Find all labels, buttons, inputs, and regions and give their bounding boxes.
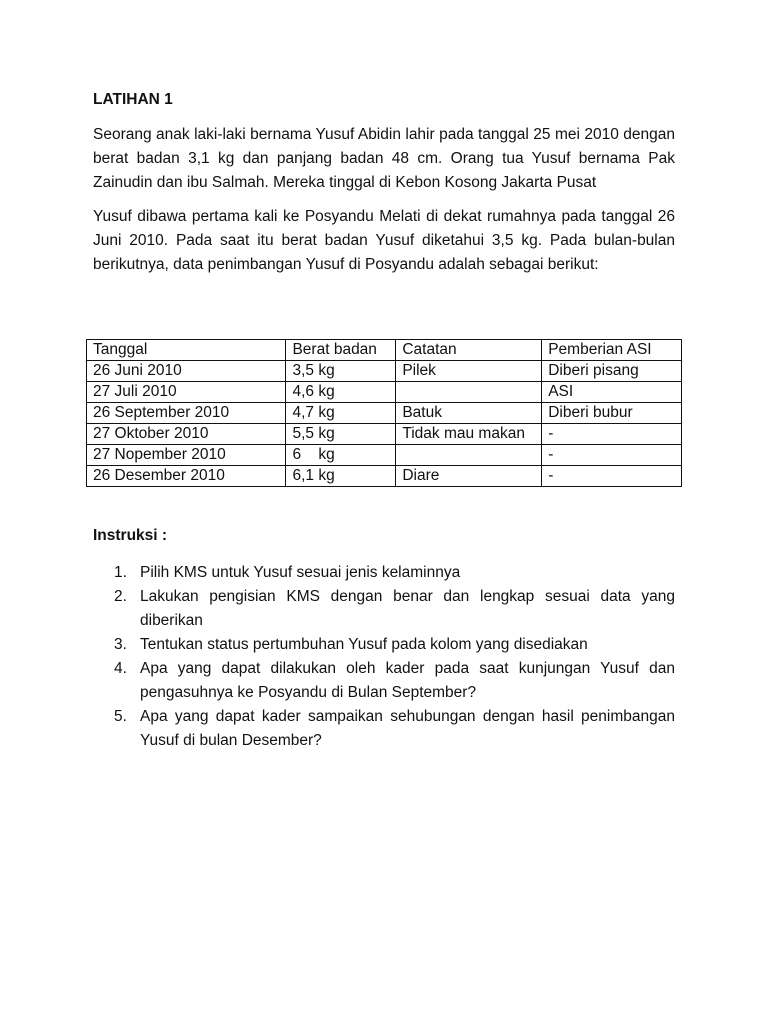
table-row xyxy=(87,403,682,424)
cell-pemberian-asi: ASI xyxy=(542,382,682,403)
cell-tanggal: 26 September 2010 xyxy=(87,403,286,424)
table-row xyxy=(87,382,682,403)
table-row xyxy=(87,466,682,487)
list-item-number: 1. xyxy=(114,564,127,581)
cell-berat-badan: 6,1 kg xyxy=(286,466,396,487)
list-item-number: 2. xyxy=(114,588,127,605)
cell-berat-badan: 6 kg xyxy=(286,445,396,466)
list-item-text: Apa yang dapat dilakukan oleh kader pada saat kunjungan Yusuf dan pengasuhnya ke Posyandu di Bulan September? xyxy=(140,660,675,701)
cell-pemberian-asi: - xyxy=(542,424,682,445)
cell-pemberian-asi: - xyxy=(542,466,682,487)
cell-tanggal: 26 Desember 2010 xyxy=(87,466,286,487)
list-item xyxy=(93,633,675,657)
cell-catatan: Diare xyxy=(396,466,542,487)
cell-pemberian-asi: - xyxy=(542,445,682,466)
list-item-text: Pilih KMS untuk Yusuf sesuai jenis kelaminnya xyxy=(140,564,461,581)
cell-pemberian-asi: Diberi bubur xyxy=(542,403,682,424)
paragraph-intro: Seorang anak laki-laki bernama Yusuf Abidin lahir pada tanggal 25 mei 2010 dengan berat badan 3,1 kg dan panjang badan 48 cm. Orang tua Yusuf bernama Pak Zainudin dan ibu Salmah. Mereka tinggal di Kebon Kosong Jakarta Pusat xyxy=(93,126,675,191)
header-tanggal: Tanggal xyxy=(87,340,286,361)
table-header-row xyxy=(87,340,682,361)
list-item-text: Lakukan pengisian KMS dengan benar dan lengkap sesuai data yang diberikan xyxy=(140,588,675,629)
list-item-text: Tentukan status pertumbuhan Yusuf pada kolom yang disediakan xyxy=(140,636,588,653)
list-item xyxy=(93,657,675,705)
list-item-number: 5. xyxy=(114,708,127,725)
instructions-list xyxy=(93,561,675,753)
document-body xyxy=(93,88,675,287)
cell-berat-badan: 4,7 kg xyxy=(286,403,396,424)
cell-catatan xyxy=(396,382,542,403)
cell-tanggal: 27 Juli 2010 xyxy=(87,382,286,403)
cell-pemberian-asi: Diberi pisang xyxy=(542,361,682,382)
cell-catatan: Pilek xyxy=(396,361,542,382)
table-row xyxy=(87,445,682,466)
list-item xyxy=(93,561,675,585)
paragraph-posyandu: Yusuf dibawa pertama kali ke Posyandu Melati di dekat rumahnya pada tanggal 26 Juni 2010. Pada saat itu berat badan Yusuf diketahui 3,5 kg. Pada bulan-bulan berikutnya, data penimbangan Yusuf di Posyandu adalah sebagai berikut: xyxy=(93,208,675,273)
list-item-number: 3. xyxy=(114,636,127,653)
cell-berat-badan: 5,5 kg xyxy=(286,424,396,445)
cell-catatan: Tidak mau makan xyxy=(396,424,542,445)
cell-tanggal: 26 Juni 2010 xyxy=(87,361,286,382)
table-row xyxy=(87,361,682,382)
header-catatan: Catatan xyxy=(396,340,542,361)
table-row xyxy=(87,424,682,445)
cell-tanggal: 27 Oktober 2010 xyxy=(87,424,286,445)
list-item-text: Apa yang dapat kader sampaikan sehubungan dengan hasil penimbangan Yusuf di bulan Desember? xyxy=(140,708,675,749)
weighing-data-table xyxy=(86,339,682,487)
cell-catatan xyxy=(396,445,542,466)
cell-tanggal: 27 Nopember 2010 xyxy=(87,445,286,466)
document-title: LATIHAN 1 xyxy=(93,91,173,108)
header-pemberian-asi: Pemberian ASI xyxy=(542,340,682,361)
instructions-heading: Instruksi : xyxy=(93,527,168,544)
cell-berat-badan: 4,6 kg xyxy=(286,382,396,403)
header-berat-badan: Berat badan xyxy=(286,340,396,361)
cell-catatan: Batuk xyxy=(396,403,542,424)
cell-berat-badan: 3,5 kg xyxy=(286,361,396,382)
list-item xyxy=(93,585,675,633)
list-item xyxy=(93,705,675,753)
list-item-number: 4. xyxy=(114,660,127,677)
